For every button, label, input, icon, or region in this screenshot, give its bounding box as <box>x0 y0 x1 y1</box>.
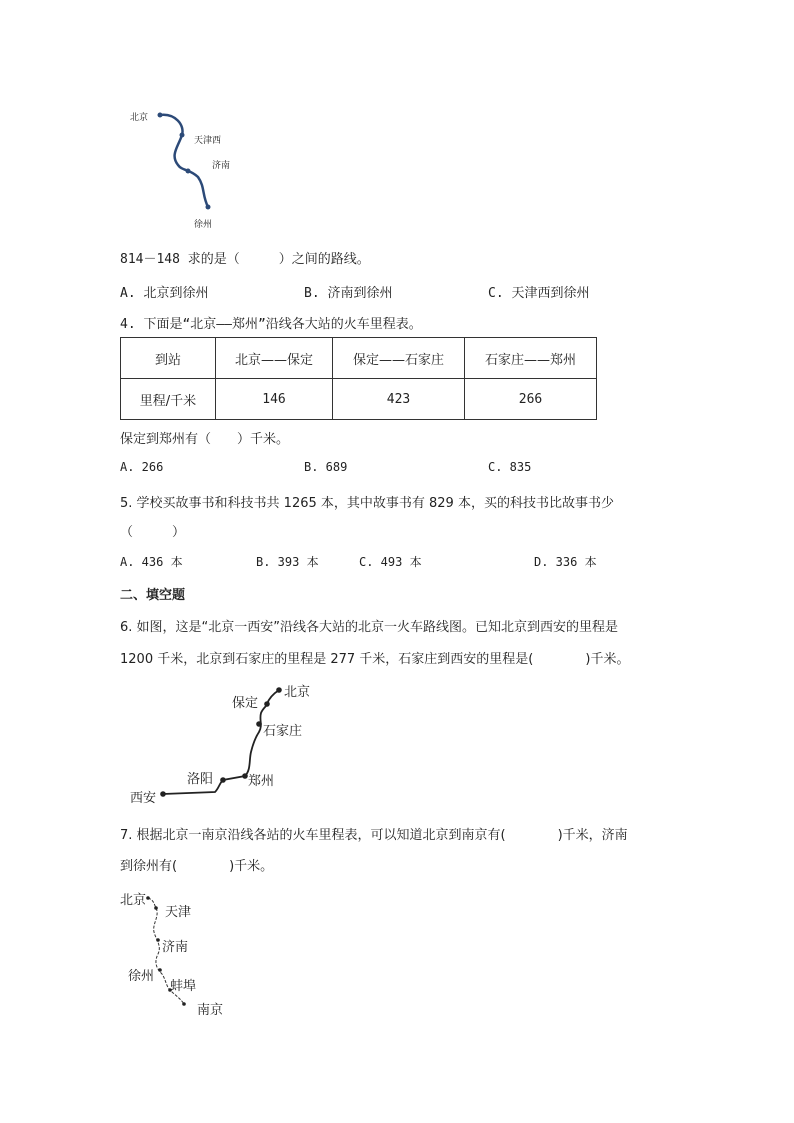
option-c: C. 835 <box>488 460 532 474</box>
station-dot <box>242 773 248 779</box>
station-label: 徐州 <box>128 969 155 984</box>
station-label: 郑州 <box>248 774 275 789</box>
question-6-line2: 1200 千米，北京到石家庄的里程是 277 千米，石家庄到西安的里程是( )千米。 <box>120 652 630 667</box>
question-4-title: 4. 下面是“北京——郑州”沿线各大站的火车里程表。 <box>120 317 422 332</box>
table-row-label: 里程/千米 <box>121 379 216 420</box>
station-dot <box>256 721 262 727</box>
table-row <box>121 379 597 420</box>
table-header-cell: 石家庄——郑州 <box>465 338 597 379</box>
option-c: C. 493 本 <box>359 555 422 569</box>
option-b: B. 济南到徐州 <box>304 286 393 301</box>
option-a: A. 436 本 <box>120 555 183 569</box>
option-a: A. 266 <box>120 460 164 474</box>
station-label: 西安 <box>130 791 157 806</box>
station-label: 天津西 <box>194 136 222 146</box>
station-label: 徐州 <box>194 220 213 230</box>
question-3-text: 814－148 求的是（ ）之间的路线。 <box>120 252 370 267</box>
station-dot <box>158 113 163 118</box>
station-label: 济南 <box>162 940 189 955</box>
option-b: B. 689 <box>304 460 348 474</box>
station-dot <box>156 938 160 942</box>
station-label: 石家庄 <box>263 724 303 739</box>
option-a: A. 北京到徐州 <box>120 286 209 301</box>
station-label: 北京 <box>120 893 147 908</box>
question-6-line1: 6. 如图，这是“北京一西安”沿线各大站的北京一火车路线图。已知北京到西安的里程是 <box>120 620 619 635</box>
table-header-cell: 到站 <box>121 338 216 379</box>
table-cell: 423 <box>333 379 465 420</box>
station-label: 济南 <box>212 161 231 171</box>
answer-blank: （ ） <box>120 525 186 540</box>
question-7-line1: 7. 根据北京一南京沿线各站的火车里程表，可以知道北京到南京有( )千米，济南 <box>120 828 628 843</box>
mileage-table <box>120 337 597 420</box>
station-dot <box>220 777 226 783</box>
station-dot <box>264 701 270 707</box>
station-dot <box>206 205 211 210</box>
table-header-cell: 北京——保定 <box>216 338 333 379</box>
table-cell: 266 <box>465 379 597 420</box>
station-label: 北京 <box>284 685 311 700</box>
question-5-text: 5. 学校买故事书和科技书共 1265 本，其中故事书有 829 本，买的科技书比故事书少 <box>120 496 614 511</box>
option-d: D. 336 本 <box>534 555 597 569</box>
option-c: C. 天津西到徐州 <box>488 286 590 301</box>
station-dot <box>180 133 185 138</box>
question-7-line2: 到徐州有( )千米。 <box>120 859 274 874</box>
table-cell: 146 <box>216 379 333 420</box>
station-label: 天津 <box>165 905 192 920</box>
station-label: 保定 <box>232 696 259 711</box>
table-header-cell: 保定——石家庄 <box>333 338 465 379</box>
station-label: 南京 <box>197 1003 224 1018</box>
station-dot <box>160 791 166 797</box>
section-heading: 二、填空题 <box>120 588 186 603</box>
question-4-text: 保定到郑州有（ ）千米。 <box>120 432 290 447</box>
station-label: 蚌埠 <box>170 979 197 994</box>
station-dot <box>276 687 282 693</box>
station-dot <box>186 169 191 174</box>
table-header-row <box>121 338 597 379</box>
station-label: 北京 <box>130 113 149 123</box>
station-dot <box>146 896 150 900</box>
station-dot <box>158 968 162 972</box>
option-b: B. 393 本 <box>256 555 319 569</box>
route-line-map1 <box>150 105 220 215</box>
station-label: 洛阳 <box>187 772 214 787</box>
station-dot <box>154 906 158 910</box>
station-dot <box>182 1002 186 1006</box>
